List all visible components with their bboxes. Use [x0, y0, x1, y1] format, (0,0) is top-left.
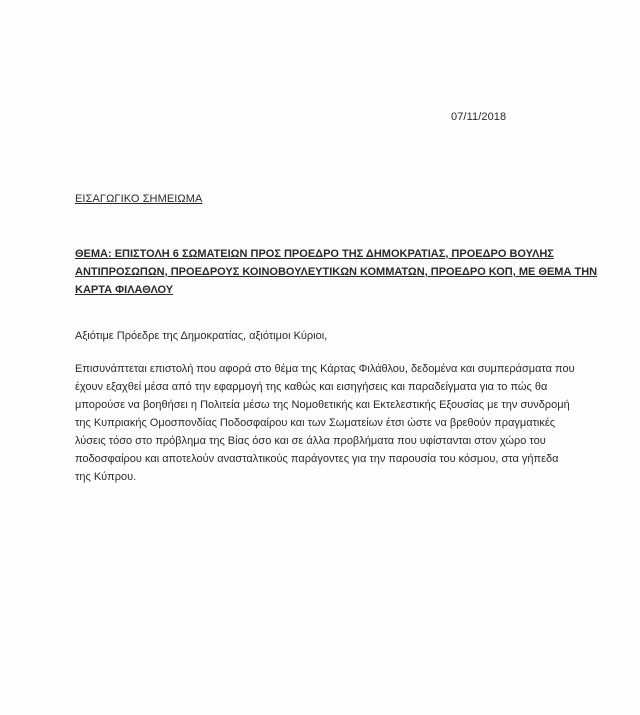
subject-block	[75, 245, 598, 299]
body-line: λύσεις τόσο στο πρόβλημα της Βίας όσο και σε άλλα προβλήματα που υφίστανται στον χώρο του	[75, 435, 546, 447]
salutation: Αξιότιμε Πρόεδρε της Δημοκρατίας, αξιότιμοι Κύριοι,	[75, 330, 328, 342]
body-paragraph	[75, 360, 595, 486]
document-date: 07/11/2018	[451, 111, 507, 123]
body-line: ποδοσφαίρου και αποτελούν ανασταλτικούς παράγοντες για την παρουσία του κόσμου, στα γήπεδα	[75, 453, 559, 465]
body-line: Επισυνάπτεται επιστολή που αφορά στο θέμα της Κάρτας Φιλάθλου, δεδομένα και συμπεράσματα που	[75, 363, 575, 375]
body-line: της Κύπρου.	[75, 471, 137, 483]
body-line: έχουν εξαχθεί μέσα από την εφαρμογή της καθώς και εισηγήσεις και παραδείγματα για το πώς θα	[75, 381, 548, 393]
intro-note-title: ΕΙΣΑΓΩΓΙΚΟ ΣΗΜΕΙΩΜΑ	[75, 193, 203, 205]
body-line: της Κυπριακής Ομοσπονδίας Ποδοσφαίρου και των Σωματείων έτσι ώστε να βρεθούν πραγματικές	[75, 417, 556, 429]
subject-line: ΑΝΤΙΠΡΟΣΩΠΩΝ, ΠΡΟΕΔΡΟΥΣ ΚΟΙΝΟΒΟΥΛΕΥΤΙΚΩΝ ΚΟΜΜΑΤΩΝ, ΠΡΟΕΔΡΟ ΚΟΠ, ΜΕ ΘΕΜΑ ΤΗΝ	[75, 266, 598, 278]
subject-line: ΘΕΜΑ: ΕΠΙΣΤΟΛΗ 6 ΣΩΜΑΤΕΙΩΝ ΠΡΟΣ ΠΡΟΕΔΡΟ ΤΗΣ ΔΗΜΟΚΡΑΤΙΑΣ, ΠΡΟΕΔΡΟ ΒΟΥΛΗΣ	[75, 248, 554, 260]
body-line: μπορούσε να βοηθήσει η Πολιτεία μέσω της Νομοθετικής και Εκτελεστικής Εξουσίας με την συνδρομή	[75, 399, 570, 411]
subject-line: ΚΑΡΤΑ ΦΙΛΑΘΛΟΥ	[75, 284, 174, 296]
